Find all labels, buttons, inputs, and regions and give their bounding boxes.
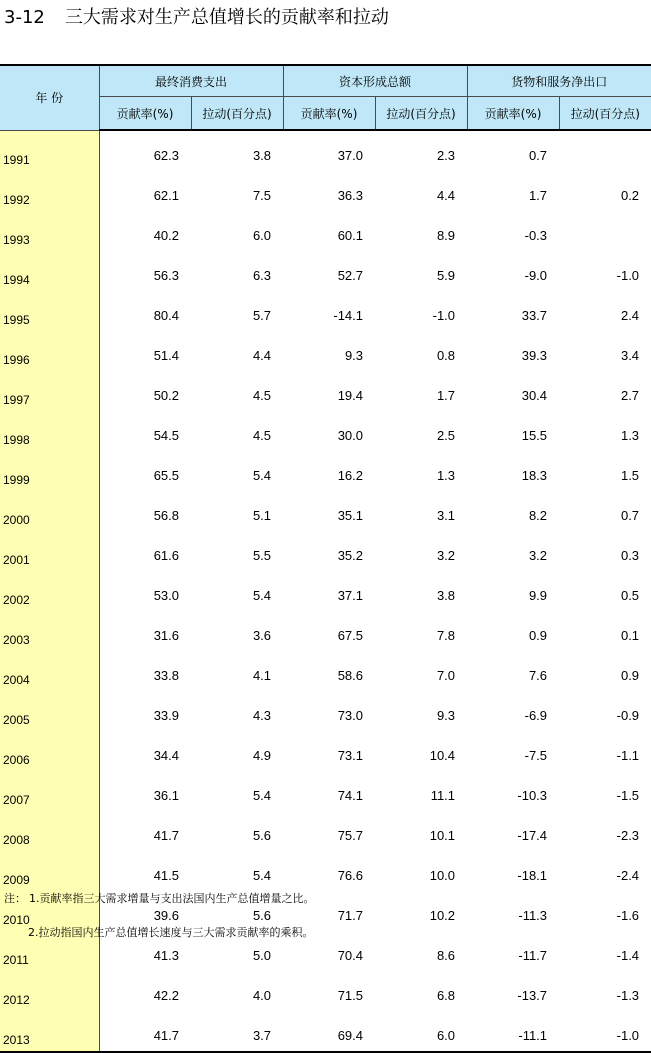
net-exports-pull-cell xyxy=(559,211,651,251)
consumption-pull-cell: 6.0 xyxy=(252,228,272,243)
consumption-pull-cell: 5.4 xyxy=(252,468,272,483)
net-exports-pull-cell: -1.6 xyxy=(616,908,640,923)
net-exports-rate-cell: 0.7 xyxy=(528,148,548,163)
table-row xyxy=(0,571,651,611)
net-exports-rate-cell: 18.3 xyxy=(521,468,548,483)
table-row xyxy=(0,411,651,451)
consumption-rate-cell: 31.6 xyxy=(153,628,179,643)
consumption-rate-cell: 61.6 xyxy=(153,548,179,563)
subheader-consumption-rate: 贡献率(%) xyxy=(99,97,191,131)
capital-pull-cell: 8.6 xyxy=(436,948,456,963)
consumption-rate-cell: 40.2 xyxy=(153,228,179,243)
table-row xyxy=(0,651,651,691)
consumption-pull-cell: 3.8 xyxy=(252,148,272,163)
net-exports-rate-cell: 30.4 xyxy=(521,388,548,403)
year-cell: 1995 xyxy=(0,291,99,331)
net-exports-pull-cell: 2.4 xyxy=(620,308,640,323)
capital-rate-cell: 36.3 xyxy=(337,188,364,203)
consumption-rate-cell: 34.4 xyxy=(153,748,179,763)
table-body xyxy=(0,130,651,1052)
capital-pull-cell: 1.3 xyxy=(436,468,456,483)
consumption-pull-cell: 4.9 xyxy=(252,748,272,763)
net-exports-pull-cell: 2.7 xyxy=(620,388,640,403)
consumption-rate-cell: 41.3 xyxy=(153,948,179,963)
capital-rate-cell: 73.1 xyxy=(337,748,364,763)
consumption-pull-cell: 6.3 xyxy=(252,268,272,283)
consumption-rate-cell: 56.3 xyxy=(153,268,179,283)
subheader-consumption-pull: 拉动(百分点) xyxy=(191,97,283,131)
net-exports-pull-cell: 0.7 xyxy=(620,508,640,523)
year-cell: 1991 xyxy=(0,130,99,171)
net-exports-pull-cell xyxy=(559,130,651,171)
capital-rate-cell: 71.7 xyxy=(337,908,364,923)
capital-pull-cell: 3.2 xyxy=(436,548,456,563)
capital-rate-cell: 70.4 xyxy=(337,948,364,963)
year-cell: 2012 xyxy=(0,971,99,1011)
consumption-rate-cell: 65.5 xyxy=(153,468,179,483)
table-row xyxy=(0,531,651,571)
table-row xyxy=(0,491,651,531)
capital-rate-cell: 58.6 xyxy=(337,668,364,683)
consumption-pull-cell: 5.7 xyxy=(252,308,272,323)
net-exports-rate-cell: -11.7 xyxy=(518,948,548,963)
consumption-pull-cell: 4.5 xyxy=(252,388,272,403)
year-cell: 2011 xyxy=(0,931,99,971)
net-exports-pull-cell: 0.1 xyxy=(620,628,640,643)
table-row xyxy=(0,731,651,771)
net-exports-pull-cell: 0.3 xyxy=(620,548,640,563)
capital-pull-cell: 10.0 xyxy=(429,868,456,883)
capital-rate-cell: 35.1 xyxy=(337,508,364,523)
consumption-rate-cell: 42.2 xyxy=(153,988,179,1003)
capital-pull-cell: 7.0 xyxy=(436,668,456,683)
net-exports-rate-cell: 7.6 xyxy=(528,668,548,683)
consumption-pull-cell: 5.6 xyxy=(252,908,272,923)
year-cell: 1992 xyxy=(0,171,99,211)
net-exports-rate-cell: -18.1 xyxy=(517,868,548,883)
capital-rate-cell: 35.2 xyxy=(337,548,364,563)
group-header-consumption: 最终消费支出 xyxy=(99,65,283,97)
capital-pull-cell: 6.8 xyxy=(436,988,456,1003)
capital-pull-cell: 10.2 xyxy=(429,908,456,923)
consumption-pull-cell: 5.0 xyxy=(252,948,272,963)
net-exports-pull-cell: -1.3 xyxy=(616,988,640,1003)
footnote-label: 注： xyxy=(4,892,26,905)
net-exports-rate-cell: -17.4 xyxy=(517,828,548,843)
consumption-rate-cell: 41.7 xyxy=(153,828,179,843)
consumption-pull-cell: 4.0 xyxy=(252,988,272,1003)
net-exports-rate-cell: -6.9 xyxy=(524,708,548,723)
capital-pull-cell: 2.3 xyxy=(436,148,456,163)
net-exports-pull-cell: 0.9 xyxy=(620,668,640,683)
footnote-1-text: 1.贡献率指三大需求增量与支出法国内生产总值增量之比。 xyxy=(29,892,315,905)
net-exports-pull-cell: -1.0 xyxy=(559,1011,651,1052)
year-cell: 1994 xyxy=(0,251,99,291)
year-cell: 2006 xyxy=(0,731,99,771)
table-number: 3-12 xyxy=(4,7,45,28)
net-exports-rate-cell: 9.9 xyxy=(528,588,548,603)
net-exports-pull-cell: 3.4 xyxy=(620,348,640,363)
year-cell: 1996 xyxy=(0,331,99,371)
consumption-pull-cell: 4.1 xyxy=(252,668,272,683)
footnote-1 xyxy=(4,892,315,906)
net-exports-rate-cell: 0.9 xyxy=(528,628,548,643)
table-header xyxy=(0,65,651,130)
subheader-capital-rate: 贡献率(%) xyxy=(283,97,375,131)
consumption-rate-cell: 56.8 xyxy=(153,508,179,523)
consumption-pull-cell: 5.4 xyxy=(252,788,272,803)
year-cell: 1997 xyxy=(0,371,99,411)
consumption-pull-cell: 7.5 xyxy=(252,188,272,203)
year-cell: 2003 xyxy=(0,611,99,651)
year-cell: 2007 xyxy=(0,771,99,811)
net-exports-rate-cell: -7.5 xyxy=(524,748,548,763)
consumption-rate-cell: 41.5 xyxy=(153,868,179,883)
net-exports-rate-cell: 1.7 xyxy=(528,188,548,203)
capital-pull-cell: 9.3 xyxy=(436,708,456,723)
consumption-rate-cell: 54.5 xyxy=(153,428,179,443)
net-exports-rate-cell: -11.3 xyxy=(518,908,548,923)
net-exports-rate-cell: -0.3 xyxy=(524,228,548,243)
capital-pull-cell: 5.9 xyxy=(436,268,456,283)
table-row xyxy=(0,291,651,331)
subheader-net-exports-pull: 拉动(百分点) xyxy=(559,97,651,131)
capital-pull-cell: 0.8 xyxy=(436,348,456,363)
consumption-pull-cell: 5.4 xyxy=(252,588,272,603)
group-header-net-exports: 货物和服务净出口 xyxy=(467,65,651,97)
consumption-pull-cell: 3.6 xyxy=(252,628,272,643)
capital-pull-cell: 7.8 xyxy=(436,628,456,643)
consumption-rate-cell: 33.9 xyxy=(153,708,179,723)
table-row xyxy=(0,251,651,291)
table-row xyxy=(0,1011,651,1052)
year-cell: 1999 xyxy=(0,451,99,491)
capital-pull-cell: 2.5 xyxy=(436,428,456,443)
net-exports-rate-cell: -13.7 xyxy=(517,988,548,1003)
capital-pull-cell: 11.1 xyxy=(430,788,456,803)
net-exports-rate-cell: 8.2 xyxy=(528,508,548,523)
year-cell: 2001 xyxy=(0,531,99,571)
capital-rate-cell: 74.1 xyxy=(337,788,364,803)
consumption-pull-cell: 3.7 xyxy=(191,1011,283,1052)
capital-rate-cell: 16.2 xyxy=(337,468,364,483)
net-exports-pull-cell: 0.5 xyxy=(620,588,640,603)
net-exports-rate-cell: -9.0 xyxy=(524,268,548,283)
consumption-rate-cell: 51.4 xyxy=(153,348,179,363)
year-cell: 2005 xyxy=(0,691,99,731)
year-cell: 2010 xyxy=(0,891,99,931)
table-title: 三大需求对生产总值增长的贡献率和拉动 xyxy=(64,7,389,28)
capital-pull-cell: -1.0 xyxy=(432,308,456,323)
capital-pull-cell: 1.7 xyxy=(436,388,456,403)
net-exports-pull-cell: -2.3 xyxy=(616,828,640,843)
table-row xyxy=(0,611,651,651)
capital-rate-cell: 37.0 xyxy=(337,148,364,163)
net-exports-pull-cell: -2.4 xyxy=(616,868,640,883)
capital-rate-cell: 73.0 xyxy=(337,708,364,723)
consumption-pull-cell: 4.4 xyxy=(252,348,272,363)
net-exports-rate-cell: 39.3 xyxy=(521,348,548,363)
consumption-rate-cell: 53.0 xyxy=(153,588,179,603)
table-row xyxy=(0,851,651,891)
net-exports-pull-cell: -1.0 xyxy=(616,268,640,283)
capital-pull-cell: 4.4 xyxy=(436,188,456,203)
table-row xyxy=(0,771,651,811)
table-row xyxy=(0,451,651,491)
group-header-capital: 资本形成总额 xyxy=(283,65,467,97)
net-exports-rate-cell: 15.5 xyxy=(521,428,548,443)
year-cell: 2013 xyxy=(0,1011,99,1052)
net-exports-pull-cell: 1.5 xyxy=(620,468,640,483)
consumption-pull-cell: 4.5 xyxy=(252,428,272,443)
capital-rate-cell: 71.5 xyxy=(337,988,364,1003)
capital-rate-cell: 75.7 xyxy=(337,828,364,843)
table-row xyxy=(0,811,651,851)
consumption-rate-cell: 33.8 xyxy=(153,668,179,683)
capital-pull-cell: 6.0 xyxy=(375,1011,467,1052)
table-row xyxy=(0,130,651,171)
table-row xyxy=(0,691,651,731)
table-row xyxy=(0,971,651,1011)
consumption-rate-cell: 80.4 xyxy=(153,308,179,323)
net-exports-rate-cell: -10.3 xyxy=(517,788,548,803)
capital-rate-cell: 69.4 xyxy=(283,1011,375,1052)
consumption-pull-cell: 5.5 xyxy=(252,548,272,563)
consumption-pull-cell: 5.6 xyxy=(252,828,272,843)
net-exports-pull-cell: -1.1 xyxy=(616,748,640,763)
consumption-pull-cell: 5.4 xyxy=(252,868,272,883)
consumption-rate-cell: 62.1 xyxy=(153,188,179,203)
year-cell: 1993 xyxy=(0,211,99,251)
capital-rate-cell: 9.3 xyxy=(344,348,364,363)
table-row xyxy=(0,371,651,411)
year-cell: 1998 xyxy=(0,411,99,451)
capital-rate-cell: 37.1 xyxy=(337,588,364,603)
capital-rate-cell: 52.7 xyxy=(337,268,364,283)
year-header: 年 份 xyxy=(0,65,99,130)
net-exports-pull-cell: -1.5 xyxy=(616,788,640,803)
net-exports-pull-cell: 1.3 xyxy=(620,428,640,443)
consumption-rate-cell: 41.7 xyxy=(99,1011,191,1052)
footnote-2 xyxy=(28,926,314,940)
capital-pull-cell: 8.9 xyxy=(436,228,456,243)
page-title xyxy=(4,6,389,30)
capital-rate-cell: 60.1 xyxy=(337,228,364,243)
consumption-rate-cell: 62.3 xyxy=(153,148,179,163)
subheader-net-exports-rate: 贡献率(%) xyxy=(467,97,559,131)
capital-rate-cell: 67.5 xyxy=(337,628,364,643)
table-row xyxy=(0,171,651,211)
net-exports-pull-cell: 0.2 xyxy=(620,188,640,203)
net-exports-rate-cell: 3.2 xyxy=(528,548,548,563)
subheader-capital-pull: 拉动(百分点) xyxy=(375,97,467,131)
capital-pull-cell: 10.1 xyxy=(429,828,456,843)
year-cell: 2004 xyxy=(0,651,99,691)
capital-pull-cell: 10.4 xyxy=(429,748,456,763)
capital-pull-cell: 3.8 xyxy=(436,588,456,603)
consumption-rate-cell: 36.1 xyxy=(153,788,179,803)
net-exports-pull-cell: -1.4 xyxy=(616,948,640,963)
footnote-2-text: 2.拉动指国内生产总值增长速度与三大需求贡献率的乘积。 xyxy=(28,926,314,939)
year-cell: 2000 xyxy=(0,491,99,531)
table-row xyxy=(0,331,651,371)
year-cell: 2009 xyxy=(0,851,99,891)
table-row xyxy=(0,211,651,251)
year-cell: 2008 xyxy=(0,811,99,851)
year-cell: 2002 xyxy=(0,571,99,611)
net-exports-rate-cell: 33.7 xyxy=(521,308,548,323)
consumption-rate-cell: 39.6 xyxy=(153,908,179,923)
capital-rate-cell: 19.4 xyxy=(337,388,364,403)
consumption-rate-cell: 50.2 xyxy=(153,388,179,403)
capital-pull-cell: 3.1 xyxy=(436,508,456,523)
capital-rate-cell: 30.0 xyxy=(337,428,364,443)
capital-rate-cell: 76.6 xyxy=(337,868,364,883)
consumption-pull-cell: 4.3 xyxy=(252,708,272,723)
net-exports-pull-cell: -0.9 xyxy=(616,708,640,723)
consumption-pull-cell: 5.1 xyxy=(252,508,272,523)
capital-rate-cell: -14.1 xyxy=(333,308,364,323)
net-exports-rate-cell: -11.1 xyxy=(467,1011,559,1052)
